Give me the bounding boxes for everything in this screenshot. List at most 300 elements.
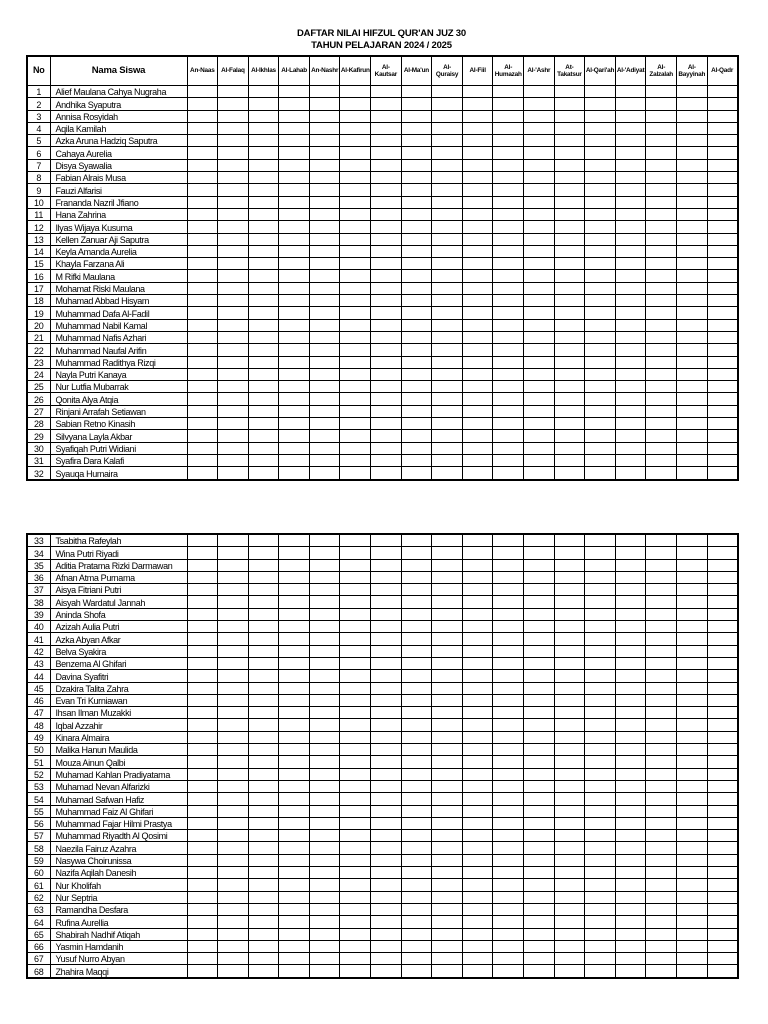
score-cell[interactable] (279, 307, 310, 319)
score-cell[interactable] (585, 879, 616, 891)
score-cell[interactable] (309, 793, 340, 805)
score-cell[interactable] (432, 368, 463, 380)
score-cell[interactable] (707, 608, 738, 620)
score-cell[interactable] (554, 110, 585, 122)
score-cell[interactable] (615, 645, 646, 657)
score-cell[interactable] (371, 534, 402, 547)
score-cell[interactable] (677, 928, 708, 940)
score-cell[interactable] (585, 258, 616, 270)
score-cell[interactable] (707, 418, 738, 430)
score-cell[interactable] (248, 731, 279, 743)
score-cell[interactable] (615, 122, 646, 134)
score-cell[interactable] (524, 916, 555, 928)
score-cell[interactable] (218, 393, 249, 405)
score-cell[interactable] (646, 719, 677, 731)
score-cell[interactable] (462, 331, 493, 343)
score-cell[interactable] (524, 744, 555, 756)
score-cell[interactable] (218, 233, 249, 245)
score-cell[interactable] (524, 682, 555, 694)
score-cell[interactable] (554, 657, 585, 669)
score-cell[interactable] (432, 196, 463, 208)
score-cell[interactable] (677, 633, 708, 645)
score-cell[interactable] (554, 867, 585, 879)
score-cell[interactable] (248, 953, 279, 965)
score-cell[interactable] (615, 694, 646, 706)
score-cell[interactable] (371, 891, 402, 903)
score-cell[interactable] (432, 830, 463, 842)
score-cell[interactable] (646, 817, 677, 829)
score-cell[interactable] (432, 442, 463, 454)
score-cell[interactable] (707, 780, 738, 792)
score-cell[interactable] (615, 196, 646, 208)
score-cell[interactable] (707, 584, 738, 596)
score-cell[interactable] (340, 879, 371, 891)
score-cell[interactable] (493, 780, 524, 792)
score-cell[interactable] (462, 854, 493, 866)
score-cell[interactable] (554, 135, 585, 147)
score-cell[interactable] (279, 442, 310, 454)
score-cell[interactable] (615, 744, 646, 756)
score-cell[interactable] (615, 221, 646, 233)
score-cell[interactable] (401, 719, 432, 731)
score-cell[interactable] (615, 621, 646, 633)
score-cell[interactable] (248, 307, 279, 319)
score-cell[interactable] (218, 879, 249, 891)
score-cell[interactable] (218, 559, 249, 571)
score-cell[interactable] (585, 854, 616, 866)
score-cell[interactable] (585, 319, 616, 331)
score-cell[interactable] (462, 817, 493, 829)
score-cell[interactable] (524, 233, 555, 245)
score-cell[interactable] (677, 768, 708, 780)
score-cell[interactable] (432, 258, 463, 270)
score-cell[interactable] (248, 940, 279, 952)
score-cell[interactable] (707, 295, 738, 307)
score-cell[interactable] (646, 270, 677, 282)
score-cell[interactable] (248, 233, 279, 245)
score-cell[interactable] (585, 780, 616, 792)
score-cell[interactable] (646, 584, 677, 596)
score-cell[interactable] (585, 707, 616, 719)
score-cell[interactable] (677, 867, 708, 879)
score-cell[interactable] (187, 135, 218, 147)
score-cell[interactable] (340, 707, 371, 719)
score-cell[interactable] (401, 233, 432, 245)
score-cell[interactable] (585, 731, 616, 743)
score-cell[interactable] (677, 418, 708, 430)
score-cell[interactable] (218, 245, 249, 257)
score-cell[interactable] (493, 208, 524, 220)
score-cell[interactable] (677, 442, 708, 454)
score-cell[interactable] (615, 418, 646, 430)
score-cell[interactable] (340, 418, 371, 430)
score-cell[interactable] (615, 940, 646, 952)
score-cell[interactable] (309, 830, 340, 842)
score-cell[interactable] (524, 719, 555, 731)
score-cell[interactable] (340, 928, 371, 940)
score-cell[interactable] (493, 584, 524, 596)
score-cell[interactable] (187, 928, 218, 940)
score-cell[interactable] (646, 319, 677, 331)
score-cell[interactable] (524, 307, 555, 319)
score-cell[interactable] (554, 282, 585, 294)
score-cell[interactable] (371, 135, 402, 147)
score-cell[interactable] (187, 571, 218, 583)
score-cell[interactable] (677, 356, 708, 368)
score-cell[interactable] (401, 208, 432, 220)
score-cell[interactable] (432, 454, 463, 466)
score-cell[interactable] (462, 393, 493, 405)
score-cell[interactable] (401, 98, 432, 110)
score-cell[interactable] (554, 744, 585, 756)
score-cell[interactable] (677, 159, 708, 171)
score-cell[interactable] (187, 454, 218, 466)
score-cell[interactable] (585, 744, 616, 756)
score-cell[interactable] (524, 270, 555, 282)
score-cell[interactable] (218, 793, 249, 805)
score-cell[interactable] (677, 830, 708, 842)
score-cell[interactable] (432, 854, 463, 866)
score-cell[interactable] (371, 467, 402, 480)
score-cell[interactable] (554, 547, 585, 559)
score-cell[interactable] (646, 903, 677, 915)
score-cell[interactable] (309, 221, 340, 233)
score-cell[interactable] (218, 940, 249, 952)
score-cell[interactable] (493, 744, 524, 756)
score-cell[interactable] (554, 184, 585, 196)
score-cell[interactable] (615, 731, 646, 743)
score-cell[interactable] (371, 621, 402, 633)
score-cell[interactable] (432, 817, 463, 829)
score-cell[interactable] (187, 381, 218, 393)
score-cell[interactable] (554, 393, 585, 405)
score-cell[interactable] (309, 344, 340, 356)
score-cell[interactable] (401, 442, 432, 454)
score-cell[interactable] (309, 670, 340, 682)
score-cell[interactable] (187, 854, 218, 866)
score-cell[interactable] (248, 559, 279, 571)
score-cell[interactable] (248, 418, 279, 430)
score-cell[interactable] (432, 633, 463, 645)
score-cell[interactable] (218, 467, 249, 480)
score-cell[interactable] (401, 953, 432, 965)
score-cell[interactable] (707, 965, 738, 978)
score-cell[interactable] (493, 467, 524, 480)
score-cell[interactable] (524, 596, 555, 608)
score-cell[interactable] (309, 110, 340, 122)
score-cell[interactable] (554, 159, 585, 171)
score-cell[interactable] (187, 110, 218, 122)
score-cell[interactable] (554, 331, 585, 343)
score-cell[interactable] (218, 756, 249, 768)
score-cell[interactable] (585, 805, 616, 817)
score-cell[interactable] (646, 159, 677, 171)
score-cell[interactable] (554, 467, 585, 480)
score-cell[interactable] (493, 768, 524, 780)
score-cell[interactable] (524, 670, 555, 682)
score-cell[interactable] (340, 608, 371, 620)
score-cell[interactable] (309, 768, 340, 780)
score-cell[interactable] (677, 430, 708, 442)
score-cell[interactable] (524, 184, 555, 196)
score-cell[interactable] (554, 344, 585, 356)
score-cell[interactable] (279, 867, 310, 879)
score-cell[interactable] (554, 940, 585, 952)
score-cell[interactable] (554, 584, 585, 596)
score-cell[interactable] (615, 768, 646, 780)
score-cell[interactable] (677, 707, 708, 719)
score-cell[interactable] (432, 903, 463, 915)
score-cell[interactable] (707, 670, 738, 682)
score-cell[interactable] (585, 307, 616, 319)
score-cell[interactable] (187, 98, 218, 110)
score-cell[interactable] (218, 867, 249, 879)
score-cell[interactable] (218, 633, 249, 645)
score-cell[interactable] (309, 903, 340, 915)
score-cell[interactable] (279, 196, 310, 208)
score-cell[interactable] (524, 854, 555, 866)
score-cell[interactable] (340, 633, 371, 645)
score-cell[interactable] (432, 867, 463, 879)
score-cell[interactable] (585, 86, 616, 98)
score-cell[interactable] (309, 233, 340, 245)
score-cell[interactable] (401, 331, 432, 343)
score-cell[interactable] (218, 196, 249, 208)
score-cell[interactable] (371, 147, 402, 159)
score-cell[interactable] (646, 86, 677, 98)
score-cell[interactable] (218, 854, 249, 866)
score-cell[interactable] (615, 891, 646, 903)
score-cell[interactable] (187, 879, 218, 891)
score-cell[interactable] (615, 780, 646, 792)
score-cell[interactable] (432, 707, 463, 719)
score-cell[interactable] (524, 842, 555, 854)
score-cell[interactable] (340, 793, 371, 805)
score-cell[interactable] (401, 368, 432, 380)
score-cell[interactable] (493, 454, 524, 466)
score-cell[interactable] (615, 98, 646, 110)
score-cell[interactable] (340, 559, 371, 571)
score-cell[interactable] (432, 621, 463, 633)
score-cell[interactable] (248, 184, 279, 196)
score-cell[interactable] (401, 645, 432, 657)
score-cell[interactable] (462, 793, 493, 805)
score-cell[interactable] (401, 670, 432, 682)
score-cell[interactable] (615, 547, 646, 559)
score-cell[interactable] (432, 793, 463, 805)
score-cell[interactable] (462, 208, 493, 220)
score-cell[interactable] (187, 719, 218, 731)
score-cell[interactable] (493, 418, 524, 430)
score-cell[interactable] (187, 940, 218, 952)
score-cell[interactable] (493, 172, 524, 184)
score-cell[interactable] (218, 645, 249, 657)
score-cell[interactable] (524, 418, 555, 430)
score-cell[interactable] (432, 719, 463, 731)
score-cell[interactable] (554, 86, 585, 98)
score-cell[interactable] (279, 547, 310, 559)
score-cell[interactable] (554, 258, 585, 270)
score-cell[interactable] (187, 418, 218, 430)
score-cell[interactable] (279, 172, 310, 184)
score-cell[interactable] (309, 295, 340, 307)
score-cell[interactable] (677, 122, 708, 134)
score-cell[interactable] (371, 657, 402, 669)
score-cell[interactable] (677, 682, 708, 694)
score-cell[interactable] (462, 916, 493, 928)
score-cell[interactable] (462, 780, 493, 792)
score-cell[interactable] (493, 608, 524, 620)
score-cell[interactable] (371, 356, 402, 368)
score-cell[interactable] (218, 916, 249, 928)
score-cell[interactable] (432, 608, 463, 620)
score-cell[interactable] (524, 805, 555, 817)
score-cell[interactable] (340, 744, 371, 756)
score-cell[interactable] (371, 418, 402, 430)
score-cell[interactable] (493, 854, 524, 866)
score-cell[interactable] (615, 842, 646, 854)
score-cell[interactable] (677, 916, 708, 928)
score-cell[interactable] (218, 344, 249, 356)
score-cell[interactable] (371, 344, 402, 356)
score-cell[interactable] (401, 270, 432, 282)
score-cell[interactable] (585, 233, 616, 245)
score-cell[interactable] (187, 534, 218, 547)
score-cell[interactable] (554, 295, 585, 307)
score-cell[interactable] (707, 694, 738, 706)
score-cell[interactable] (401, 534, 432, 547)
score-cell[interactable] (309, 707, 340, 719)
score-cell[interactable] (309, 559, 340, 571)
score-cell[interactable] (248, 596, 279, 608)
score-cell[interactable] (707, 657, 738, 669)
score-cell[interactable] (218, 744, 249, 756)
score-cell[interactable] (707, 405, 738, 417)
score-cell[interactable] (340, 98, 371, 110)
score-cell[interactable] (585, 928, 616, 940)
score-cell[interactable] (677, 694, 708, 706)
score-cell[interactable] (677, 454, 708, 466)
score-cell[interactable] (401, 879, 432, 891)
score-cell[interactable] (554, 953, 585, 965)
score-cell[interactable] (309, 744, 340, 756)
score-cell[interactable] (707, 221, 738, 233)
score-cell[interactable] (248, 270, 279, 282)
score-cell[interactable] (585, 381, 616, 393)
score-cell[interactable] (615, 707, 646, 719)
score-cell[interactable] (677, 344, 708, 356)
score-cell[interactable] (677, 891, 708, 903)
score-cell[interactable] (401, 621, 432, 633)
score-cell[interactable] (707, 430, 738, 442)
score-cell[interactable] (309, 805, 340, 817)
score-cell[interactable] (279, 110, 310, 122)
score-cell[interactable] (707, 817, 738, 829)
score-cell[interactable] (218, 147, 249, 159)
score-cell[interactable] (493, 356, 524, 368)
score-cell[interactable] (187, 842, 218, 854)
score-cell[interactable] (279, 756, 310, 768)
score-cell[interactable] (401, 356, 432, 368)
score-cell[interactable] (432, 381, 463, 393)
score-cell[interactable] (309, 682, 340, 694)
score-cell[interactable] (432, 282, 463, 294)
score-cell[interactable] (218, 965, 249, 978)
score-cell[interactable] (248, 159, 279, 171)
score-cell[interactable] (309, 135, 340, 147)
score-cell[interactable] (218, 768, 249, 780)
score-cell[interactable] (585, 344, 616, 356)
score-cell[interactable] (340, 694, 371, 706)
score-cell[interactable] (585, 98, 616, 110)
score-cell[interactable] (493, 928, 524, 940)
score-cell[interactable] (401, 657, 432, 669)
score-cell[interactable] (248, 928, 279, 940)
score-cell[interactable] (279, 916, 310, 928)
score-cell[interactable] (524, 867, 555, 879)
score-cell[interactable] (248, 879, 279, 891)
score-cell[interactable] (371, 842, 402, 854)
score-cell[interactable] (401, 854, 432, 866)
score-cell[interactable] (371, 707, 402, 719)
score-cell[interactable] (371, 830, 402, 842)
score-cell[interactable] (707, 879, 738, 891)
score-cell[interactable] (677, 331, 708, 343)
score-cell[interactable] (677, 172, 708, 184)
score-cell[interactable] (493, 842, 524, 854)
score-cell[interactable] (585, 110, 616, 122)
score-cell[interactable] (646, 381, 677, 393)
score-cell[interactable] (462, 596, 493, 608)
score-cell[interactable] (677, 467, 708, 480)
score-cell[interactable] (340, 147, 371, 159)
score-cell[interactable] (309, 694, 340, 706)
score-cell[interactable] (677, 670, 708, 682)
score-cell[interactable] (187, 682, 218, 694)
score-cell[interactable] (646, 196, 677, 208)
score-cell[interactable] (585, 467, 616, 480)
score-cell[interactable] (615, 633, 646, 645)
score-cell[interactable] (554, 682, 585, 694)
score-cell[interactable] (218, 86, 249, 98)
score-cell[interactable] (340, 547, 371, 559)
score-cell[interactable] (401, 393, 432, 405)
score-cell[interactable] (218, 657, 249, 669)
score-cell[interactable] (677, 208, 708, 220)
score-cell[interactable] (462, 319, 493, 331)
score-cell[interactable] (554, 172, 585, 184)
score-cell[interactable] (248, 135, 279, 147)
score-cell[interactable] (615, 867, 646, 879)
score-cell[interactable] (677, 295, 708, 307)
score-cell[interactable] (493, 405, 524, 417)
score-cell[interactable] (371, 208, 402, 220)
score-cell[interactable] (493, 707, 524, 719)
score-cell[interactable] (401, 430, 432, 442)
score-cell[interactable] (554, 208, 585, 220)
score-cell[interactable] (218, 295, 249, 307)
score-cell[interactable] (248, 719, 279, 731)
score-cell[interactable] (371, 559, 402, 571)
score-cell[interactable] (248, 122, 279, 134)
score-cell[interactable] (524, 928, 555, 940)
score-cell[interactable] (707, 307, 738, 319)
score-cell[interactable] (309, 245, 340, 257)
score-cell[interactable] (187, 307, 218, 319)
score-cell[interactable] (554, 571, 585, 583)
score-cell[interactable] (218, 928, 249, 940)
score-cell[interactable] (309, 645, 340, 657)
